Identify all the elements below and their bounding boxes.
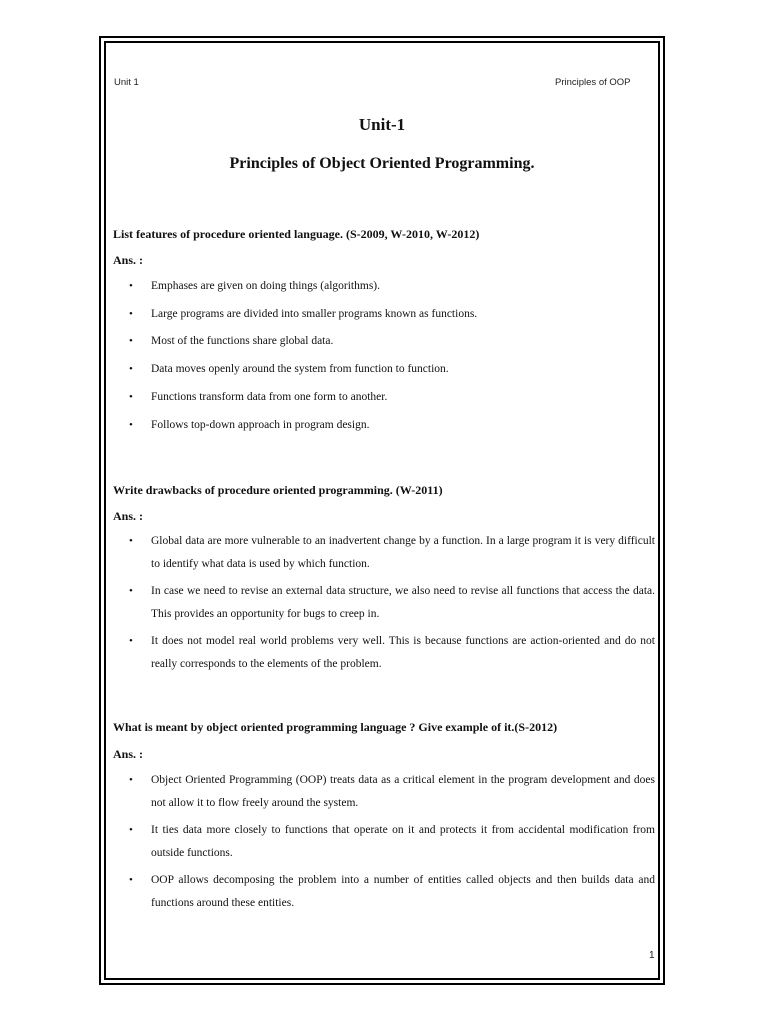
list-item: • Follows top-down approach in program design.	[129, 414, 655, 437]
question-procedure-drawbacks: Write drawbacks of procedure oriented programming. (W-2011)	[113, 483, 443, 497]
bullet-icon: •	[129, 363, 133, 375]
bullet-icon: •	[129, 774, 133, 786]
bullet-icon: •	[129, 874, 133, 886]
bullet-icon: •	[129, 308, 133, 320]
page-title: Principles of Object Oriented Programming.	[229, 155, 535, 172]
bullet-icon: •	[129, 635, 133, 647]
list-item: • Large programs are divided into smaller programs known as functions.	[129, 303, 655, 326]
list-item: • Data moves openly around the system from function to function.	[129, 358, 655, 381]
list-item: • Most of the functions share global data.	[129, 330, 655, 353]
bullet-icon: •	[129, 419, 133, 431]
list-item: • Emphases are given on doing things (algorithms).	[129, 275, 655, 298]
bullet-icon: •	[129, 585, 133, 597]
answer-label: Ans. :	[113, 509, 144, 523]
bullet-icon: •	[129, 535, 133, 547]
bullet-icon: •	[129, 280, 133, 292]
list-item: • OOP allows decomposing the problem into a number of entities called objects and then builds data and functions around these entities.	[129, 869, 655, 915]
list-item: • Global data are more vulnerable to an inadvertent change by a function. In a large program it is very difficult to identify what data is used by which function.	[129, 530, 655, 576]
list-item: • It ties data more closely to functions that operate on it and protects it from accidental modification from outside functions.	[129, 819, 655, 865]
header-subject: Principles of OOP	[555, 77, 631, 88]
question-oop-meaning: What is meant by object oriented programming language ? Give example of it.(S-2012)	[113, 720, 558, 734]
list-item: • Functions transform data from one form to another.	[129, 386, 655, 409]
header-unit: Unit 1	[114, 77, 139, 88]
list-item: • Object Oriented Programming (OOP) treats data as a critical element in the program development and does not allow it to flow freely around the system.	[129, 769, 655, 815]
question-procedure-features: List features of procedure oriented language. (S-2009, W-2010, W-2012)	[113, 227, 480, 241]
bullet-icon: •	[129, 824, 133, 836]
bullet-icon: •	[129, 335, 133, 347]
unit-title: Unit-1	[358, 115, 406, 134]
bullet-icon: •	[129, 391, 133, 403]
answer-label: Ans. :	[113, 253, 144, 267]
answer-label: Ans. :	[113, 747, 144, 761]
list-item: • In case we need to revise an external data structure, we also need to revise all functions that access the data. This provides an opportunity for bugs to creep in.	[129, 580, 655, 626]
page-number: 1	[649, 950, 655, 961]
list-item: • It does not model real world problems very well. This is because functions are action-oriented and do not really corresponds to the elements of the problem.	[129, 630, 655, 676]
